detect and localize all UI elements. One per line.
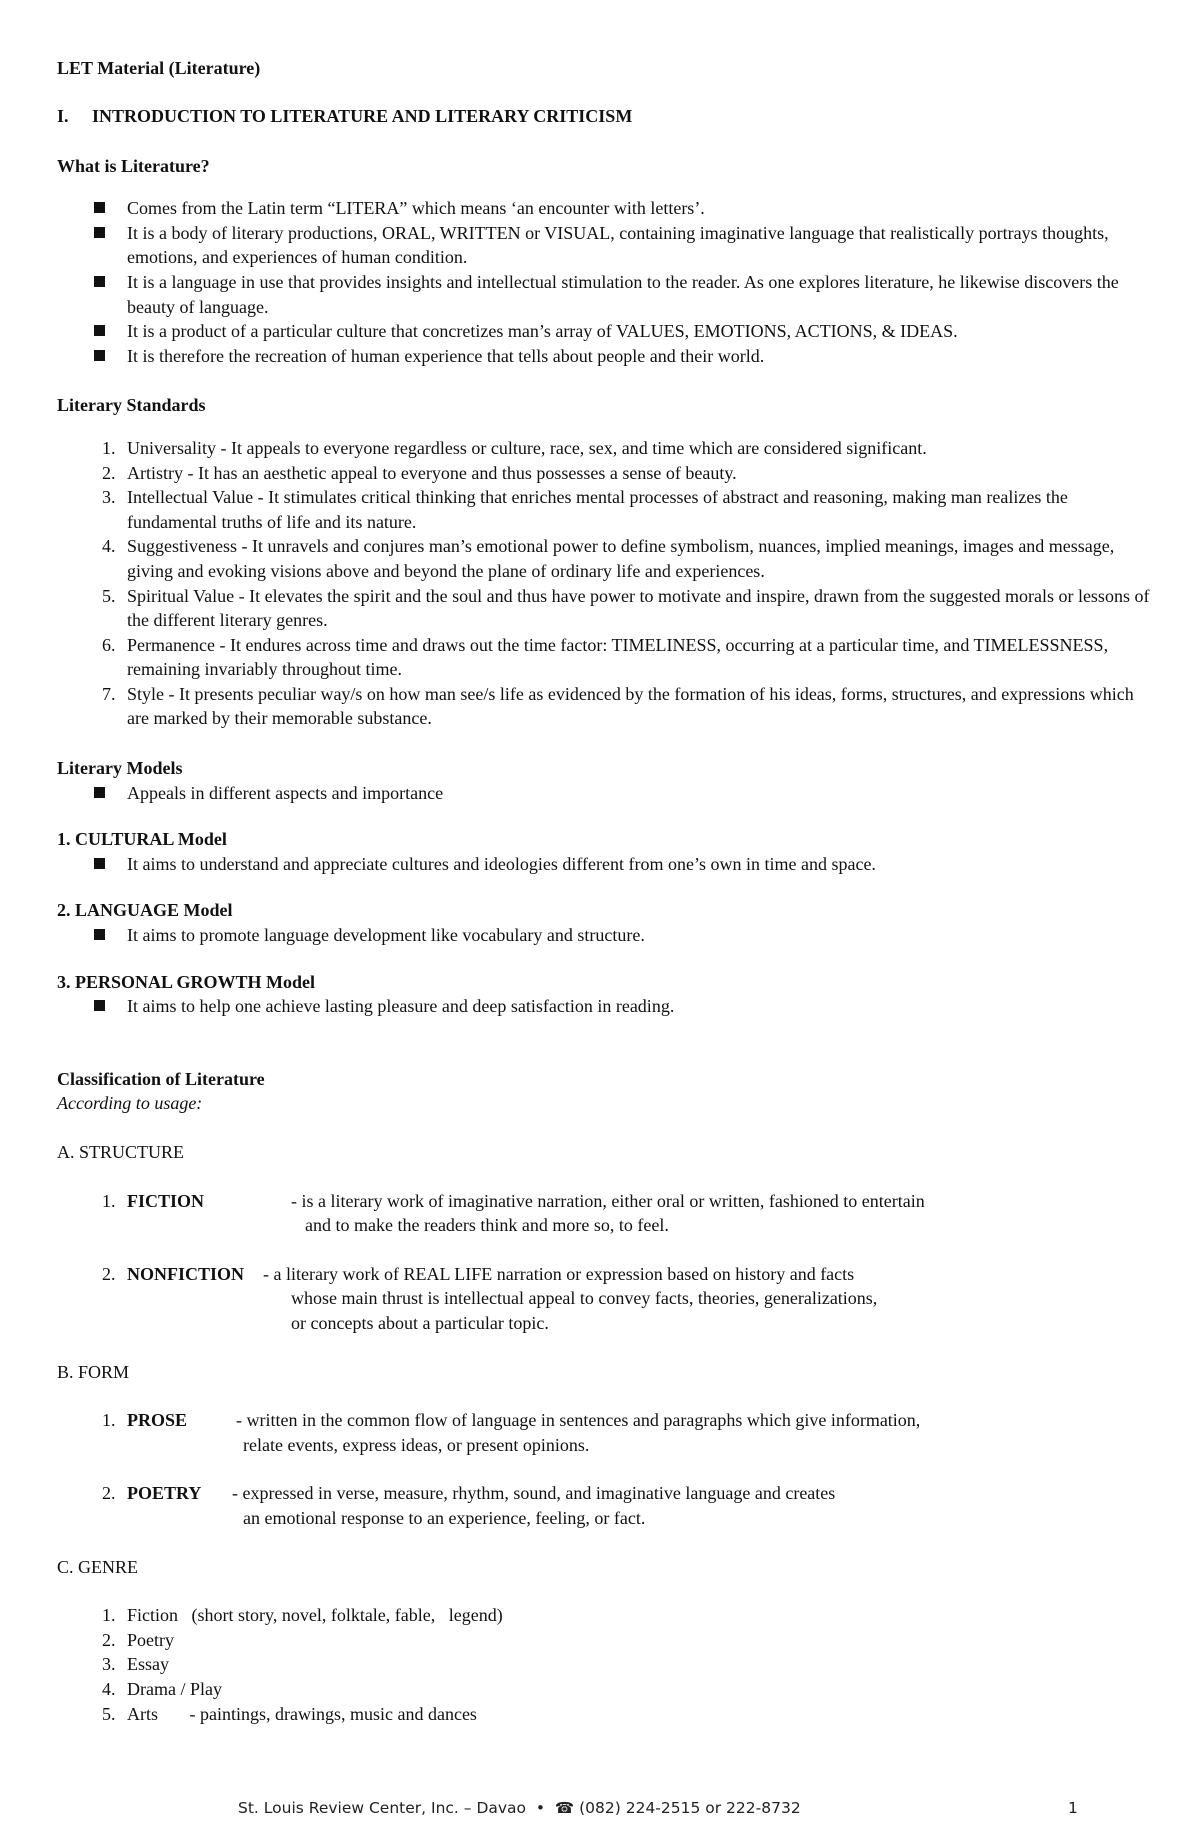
- list-item: 1. PROSE - written in the common flow of language in sentences and paragraphs which give information, relate events, express ideas, or present opinions.: [57, 1408, 1157, 1457]
- square-bullet-icon: [57, 923, 127, 948]
- list-item: 2. NONFICTION - a literary work of REAL LIFE narration or expression based on history and facts whose main thrust is intellectual appeal to convey facts, theories, generalizations, or concepts about a particular topic.: [57, 1262, 1157, 1336]
- form-list: [57, 1408, 1157, 1530]
- term-label: NONFICTION: [127, 1263, 245, 1284]
- list-item: 2. POETRY - expressed in verse, measure, rhythm, sound, and imaginative language and creates an emotional response to an experience, feeling, or fact.: [57, 1481, 1157, 1530]
- list-item: It is a language in use that provides insights and intellectual stimulation to the reader. As one explores literature, he likewise discovers the beauty of language.: [57, 270, 1157, 319]
- literary-models-heading: Literary Models: [57, 758, 183, 779]
- square-bullet-icon: [57, 852, 127, 877]
- language-model-list: [57, 923, 1157, 948]
- list-item: It aims to help one achieve lasting pleasure and deep satisfaction in reading.: [57, 994, 1157, 1019]
- page-footer: [0, 1796, 1200, 1820]
- square-bullet-icon: [57, 270, 127, 319]
- list-item: 3. Essay: [102, 1654, 169, 1675]
- list-item: It is a body of literary productions, ORAL, WRITTEN or VISUAL, containing imaginative language that realistically portrays thoughts, emotions, and experiences of human condition.: [57, 221, 1157, 270]
- list-item: 2. Artistry - It has an aesthetic appeal to everyone and thus possesses a sense of beauty.: [102, 462, 737, 483]
- classification-heading: Classification of Literature: [57, 1068, 265, 1089]
- list-item: 1. Fiction (short story, novel, folktale, fable, legend): [102, 1605, 503, 1626]
- personal-growth-model-heading: 3. PERSONAL GROWTH Model: [57, 971, 316, 992]
- list-item: 1. Universality - It appeals to everyone regardless or culture, race, sex, and time which are considered significant.: [102, 437, 927, 458]
- document-title: LET Material (Literature): [57, 58, 261, 78]
- definition: - expressed in verse, measure, rhythm, sound, and imaginative language and creates an emotional response to an experience, feeling, or fact.: [232, 1483, 836, 1528]
- genre-heading: C. GENRE: [57, 1556, 138, 1577]
- section-title: INTRODUCTION TO LITERATURE AND LITERARY CRITICISM: [92, 106, 633, 126]
- square-bullet-icon: [57, 344, 127, 369]
- genre-list: [57, 1603, 1157, 1726]
- term-label: PROSE: [127, 1410, 188, 1431]
- list-item: 4. Suggestiveness - It unravels and conjures man’s emotional power to define symbolism, nuances, implied meanings, images and message, giving and evoking visions above and beyond the plane of ordinary life and experiences.: [102, 536, 1115, 581]
- list-item: It aims to understand and appreciate cultures and ideologies different from one’s own in time and space.: [57, 852, 1157, 877]
- list-item: It aims to promote language development like vocabulary and structure.: [57, 923, 1157, 948]
- list-item: It is therefore the recreation of human experience that tells about people and their world.: [57, 344, 1157, 369]
- literary-standards-heading: Literary Standards: [57, 395, 206, 416]
- what-is-literature-heading: What is Literature?: [57, 155, 210, 176]
- list-item: It is a product of a particular culture that concretizes man’s array of VALUES, EMOTIONS, ACTIONS, & IDEAS.: [57, 319, 1157, 344]
- document-page: [57, 56, 1157, 1726]
- square-bullet-icon: [57, 781, 127, 806]
- square-bullet-icon: [57, 196, 127, 221]
- cultural-model-list: [57, 852, 1157, 877]
- square-bullet-icon: [57, 994, 127, 1019]
- square-bullet-icon: [57, 221, 127, 270]
- term-label: FICTION: [127, 1190, 205, 1211]
- definition: - written in the common flow of language in sentences and paragraphs which give information, relate events, express ideas, or present opinions.: [236, 1410, 921, 1455]
- term-label: POETRY: [127, 1483, 202, 1504]
- list-item: 7. Style - It presents peculiar way/s on how man see/s life as evidenced by the formation of his ideas, forms, structures, and expressions which are marked by their memorable substance.: [102, 683, 1134, 729]
- form-heading: B. FORM: [57, 1361, 130, 1382]
- literary-standards-list: [57, 436, 1157, 731]
- list-item: 4. Drama / Play: [102, 1678, 222, 1699]
- structure-list: [57, 1189, 1157, 1336]
- classification-subheading: According to usage:: [57, 1093, 203, 1114]
- definition: - a literary work of REAL LIFE narration or expression based on history and facts whose main thrust is intellectual appeal to convey facts, theories, generalizations, or concepts about a particular topic.: [263, 1263, 878, 1333]
- list-item: 1. FICTION - is a literary work of imaginative narration, either oral or written, fashioned to entertain and to make the readers think and more so, to feel.: [57, 1189, 1157, 1238]
- list-item: Appeals in different aspects and importance: [57, 781, 1157, 806]
- section-heading: [57, 104, 1157, 129]
- list-item: 5. Spiritual Value - It elevates the spirit and the soul and thus have power to motivate and inspire, drawn from the suggested morals or lessons of the different literary genres.: [102, 585, 1150, 631]
- footer-contact: St. Louis Review Center, Inc. – Davao • ☎ (082) 224-2515 or 222-8732: [238, 1799, 801, 1817]
- square-bullet-icon: [57, 319, 127, 344]
- list-item: 6. Permanence - It endures across time and draws out the time factor: TIMELINESS, occurring at a particular time, and TIMELESSNESS, remaining invariably throughout time.: [102, 634, 1109, 680]
- section-number: I.: [57, 106, 69, 126]
- cultural-model-heading: 1. CULTURAL Model: [57, 829, 227, 850]
- structure-heading: A. STRUCTURE: [57, 1142, 185, 1162]
- list-item: Comes from the Latin term “LITERA” which means ‘an encounter with letters’.: [57, 196, 1157, 221]
- literary-models-intro: [57, 781, 1157, 806]
- list-item: 5. Arts - paintings, drawings, music and dances: [102, 1703, 477, 1724]
- what-is-literature-list: [57, 196, 1157, 368]
- page-number: 1: [1068, 1799, 1078, 1817]
- language-model-heading: 2. LANGUAGE Model: [57, 900, 233, 921]
- list-item: 2. Poetry: [102, 1629, 174, 1650]
- definition: - is a literary work of imaginative narration, either oral or written, fashioned to entertain and to make the readers think and more so, to feel.: [291, 1190, 925, 1236]
- list-item: 3. Intellectual Value - It stimulates critical thinking that enriches mental processes of abstract and reasoning, making man realizes the fundamental truths of life and its nature.: [102, 487, 1068, 532]
- personal-growth-model-list: [57, 994, 1157, 1019]
